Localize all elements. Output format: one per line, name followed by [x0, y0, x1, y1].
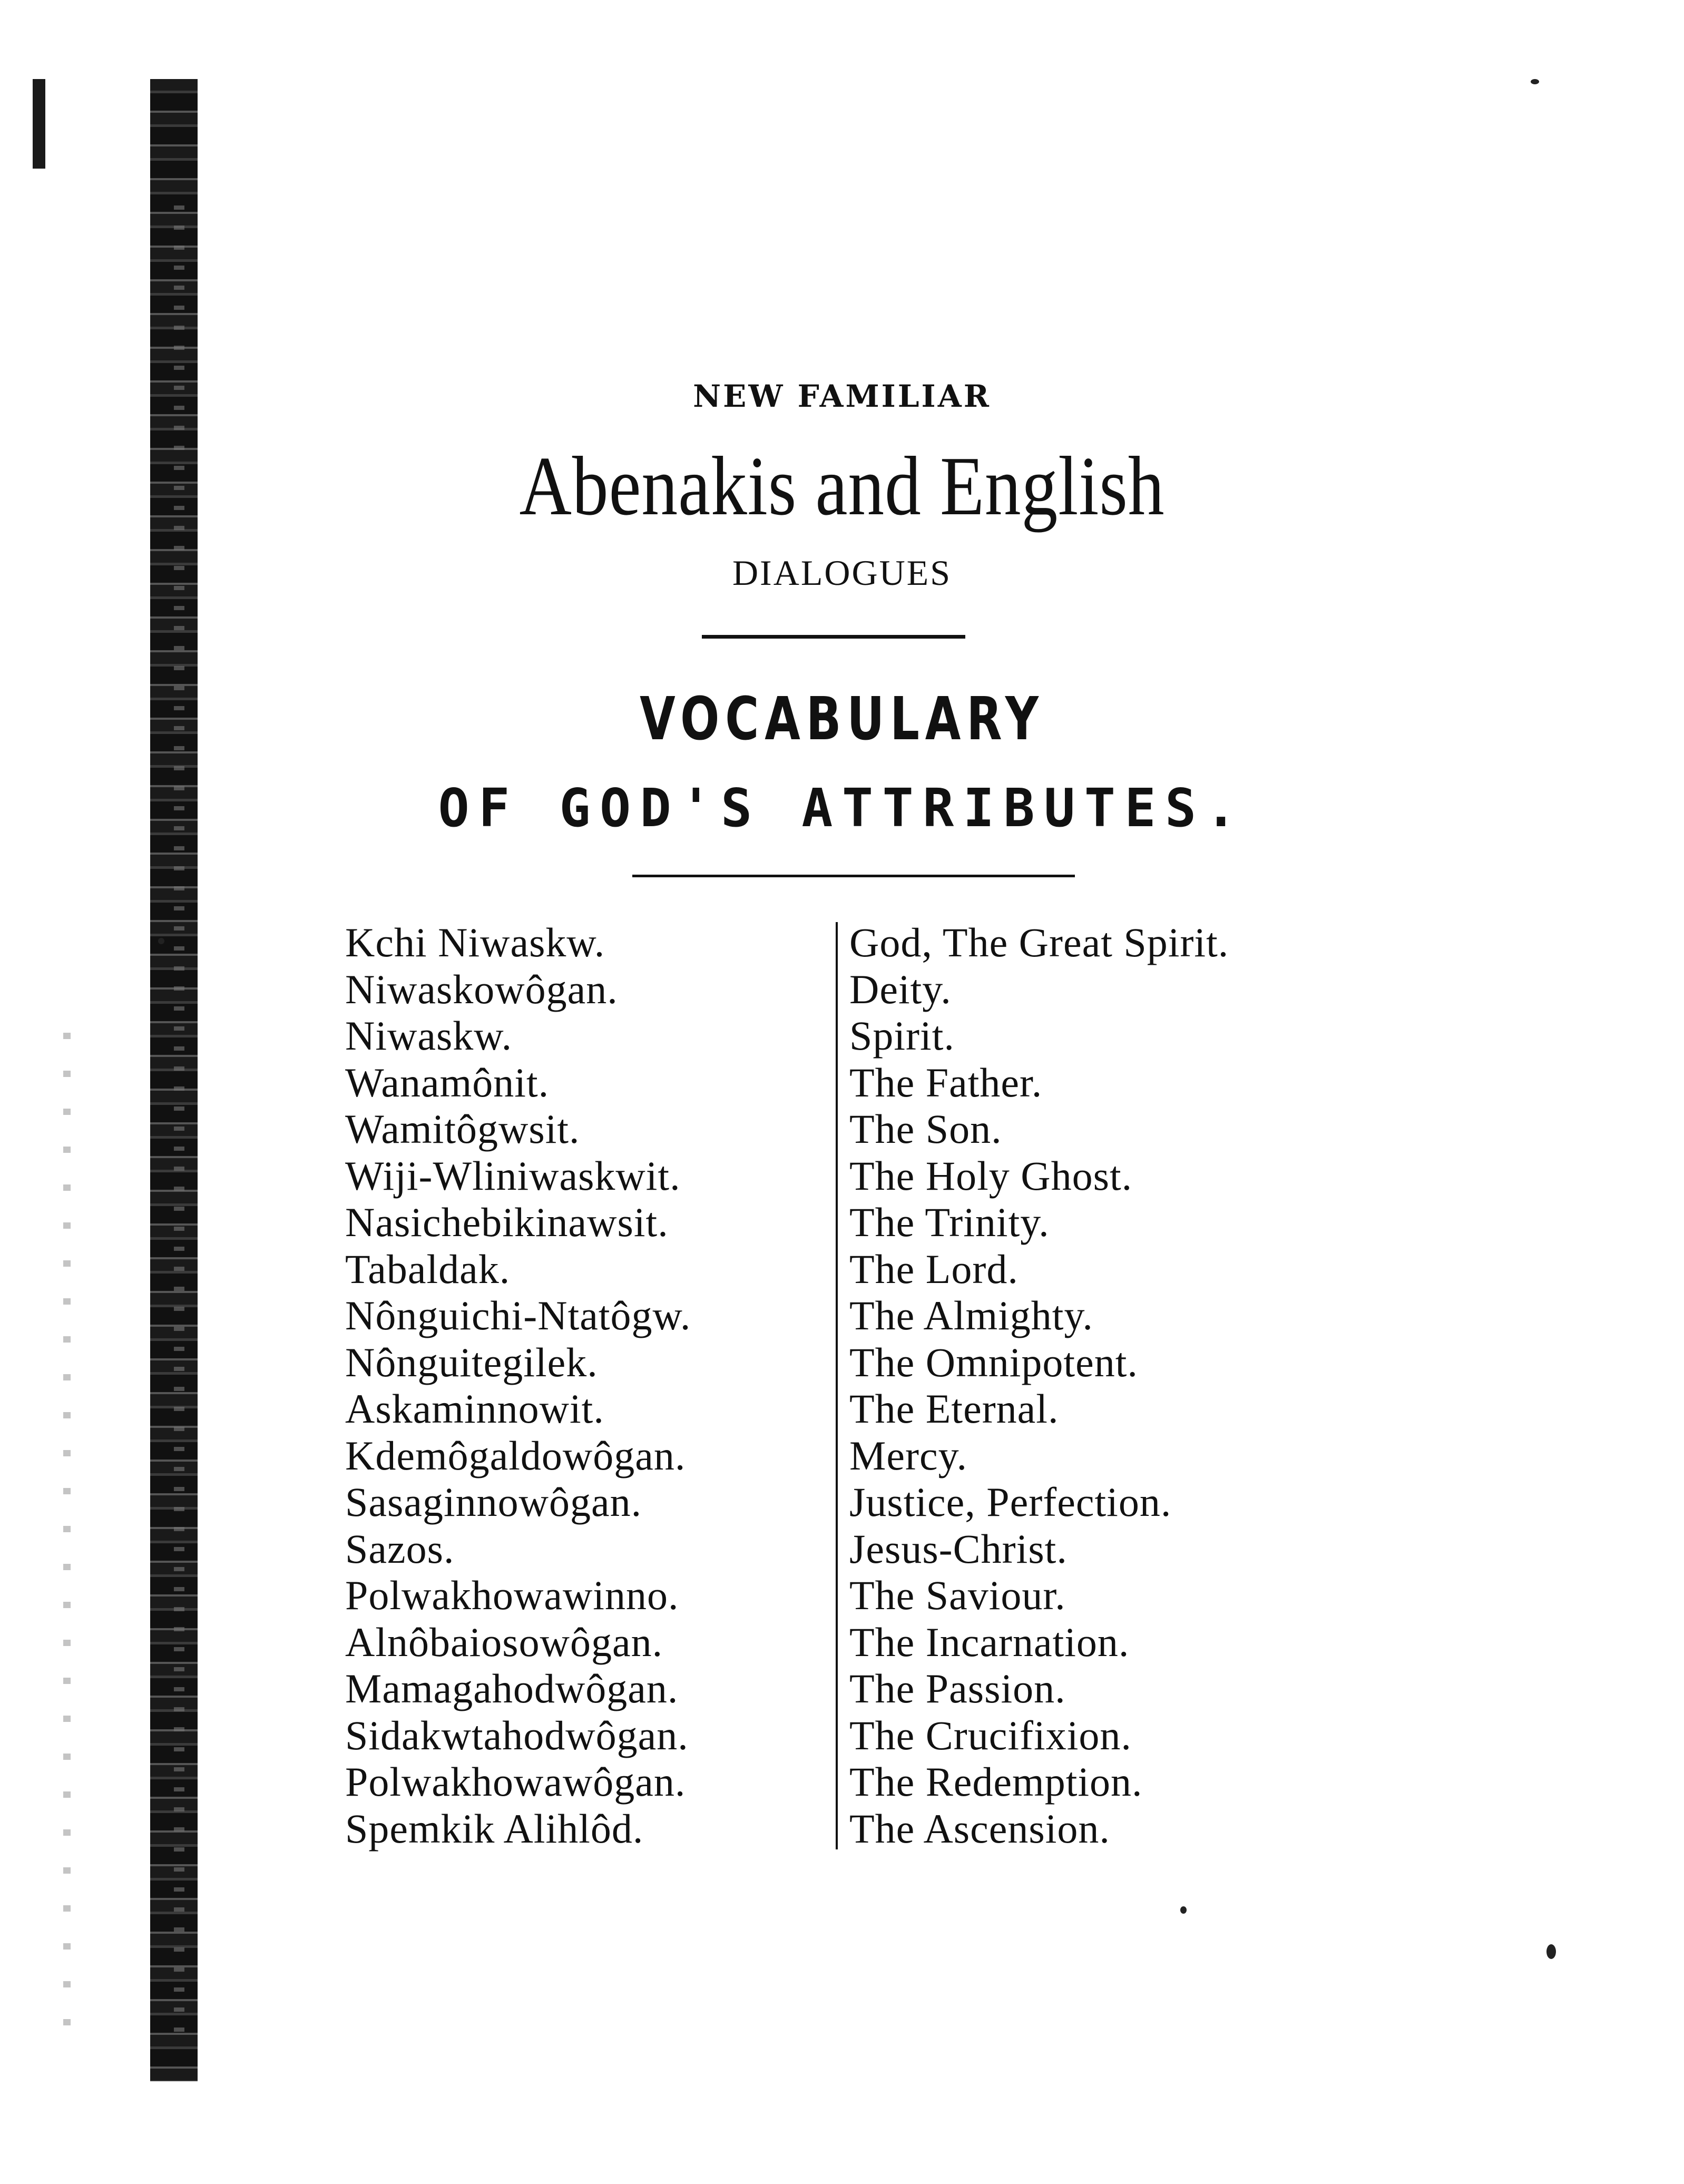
section-heading: VOCABULARY: [640, 685, 1044, 753]
abenakis-term: Niwaskw.: [345, 1013, 513, 1059]
abenakis-term: Tabaldak.: [345, 1246, 511, 1292]
vocabulary-row: [345, 1572, 1399, 1619]
scan-edge-noise-left: [63, 1001, 71, 2029]
vocabulary-row: [345, 966, 1399, 1013]
scan-edge-mark: [33, 79, 45, 169]
page-subtitle: DIALOGUES: [732, 553, 952, 593]
title-kicker: NEW FAMILIAR: [693, 378, 991, 414]
english-term: The Trinity.: [849, 1199, 1050, 1246]
abenakis-term: Wanamônit.: [345, 1059, 550, 1105]
vocabulary-row: [345, 1292, 1399, 1339]
vocabulary-row: [345, 1153, 1399, 1200]
abenakis-term: Spemkik Alihlôd.: [345, 1805, 644, 1852]
vocabulary-row: [345, 1479, 1399, 1526]
vocabulary-row: [345, 1106, 1399, 1153]
english-term: The Passion.: [849, 1666, 1066, 1712]
english-term: Mercy.: [849, 1432, 968, 1478]
scan-speck: [158, 938, 164, 944]
english-term: Jesus-Christ.: [849, 1525, 1068, 1572]
page-title: Abenakis and English: [519, 439, 1165, 533]
section-subheading: OF GOD'S ATTRIBUTES.: [438, 777, 1246, 839]
abenakis-term: Sidakwtahodwôgan.: [345, 1712, 689, 1758]
vocabulary-list: [345, 919, 1399, 1852]
vocabulary-row: [345, 1526, 1399, 1573]
english-term: The Crucifixion.: [849, 1712, 1132, 1758]
vocabulary-row: [345, 1199, 1399, 1246]
vocabulary-row: [345, 1386, 1399, 1433]
abenakis-term: Nônguitegilek.: [345, 1339, 598, 1385]
scan-speck: [1531, 79, 1539, 84]
english-term: The Redemption.: [849, 1759, 1143, 1805]
abenakis-term: Sazos.: [345, 1525, 455, 1572]
english-term: The Ascension.: [849, 1805, 1110, 1852]
english-term: God, The Great Spirit.: [849, 919, 1229, 966]
english-term: The Father.: [849, 1059, 1043, 1105]
english-term: The Omnipotent.: [849, 1339, 1138, 1385]
abenakis-term: Sasaginnowôgan.: [345, 1479, 642, 1525]
vocabulary-row: [345, 1666, 1399, 1712]
english-term: The Almighty.: [849, 1292, 1093, 1339]
vocabulary-row: [345, 1619, 1399, 1666]
abenakis-term: Kdemôgaldowôgan.: [345, 1432, 686, 1478]
section-divider: [632, 875, 1075, 877]
abenakis-term: Nônguichi-Ntatôgw.: [345, 1292, 691, 1339]
abenakis-term: Askaminnowit.: [345, 1386, 604, 1432]
vocabulary-row: [345, 1759, 1399, 1806]
vocabulary-row: [345, 1013, 1399, 1060]
abenakis-term: Mamagahodwôgan.: [345, 1666, 679, 1712]
scan-speck: [1180, 1906, 1187, 1914]
abenakis-term: Niwaskowôgan.: [345, 966, 618, 1012]
english-term: The Eternal.: [849, 1386, 1059, 1432]
vocabulary-row: [345, 1246, 1399, 1293]
vocabulary-row: [345, 1433, 1399, 1480]
abenakis-term: Wiji-Wliniwaskwit.: [345, 1152, 681, 1199]
abenakis-term: Polwakhowawinno.: [345, 1572, 679, 1619]
vocabulary-row: [345, 919, 1399, 966]
english-term: The Lord.: [849, 1246, 1019, 1292]
abenakis-term: Wamitôgwsit.: [345, 1106, 580, 1152]
abenakis-term: Kchi Niwaskw.: [345, 919, 605, 966]
english-term: Justice, Perfection.: [849, 1479, 1172, 1525]
english-term: The Incarnation.: [849, 1619, 1130, 1665]
english-term: The Son.: [849, 1106, 1002, 1152]
english-term: Deity.: [849, 966, 952, 1012]
abenakis-term: Alnôbaiosowôgan.: [345, 1619, 663, 1665]
scan-speck: [1546, 1944, 1556, 1959]
english-term: The Saviour.: [849, 1572, 1066, 1619]
english-term: The Holy Ghost.: [849, 1152, 1133, 1199]
english-term: Spirit.: [849, 1013, 955, 1059]
vocabulary-row: [345, 1339, 1399, 1386]
title-divider: [702, 635, 965, 639]
abenakis-term: Nasichebikinawsit.: [345, 1199, 669, 1246]
vocabulary-row: [345, 1806, 1399, 1853]
abenakis-term: Polwakhowawôgan.: [345, 1759, 686, 1805]
vocabulary-row: [345, 1060, 1399, 1106]
vocabulary-row: [345, 1712, 1399, 1759]
